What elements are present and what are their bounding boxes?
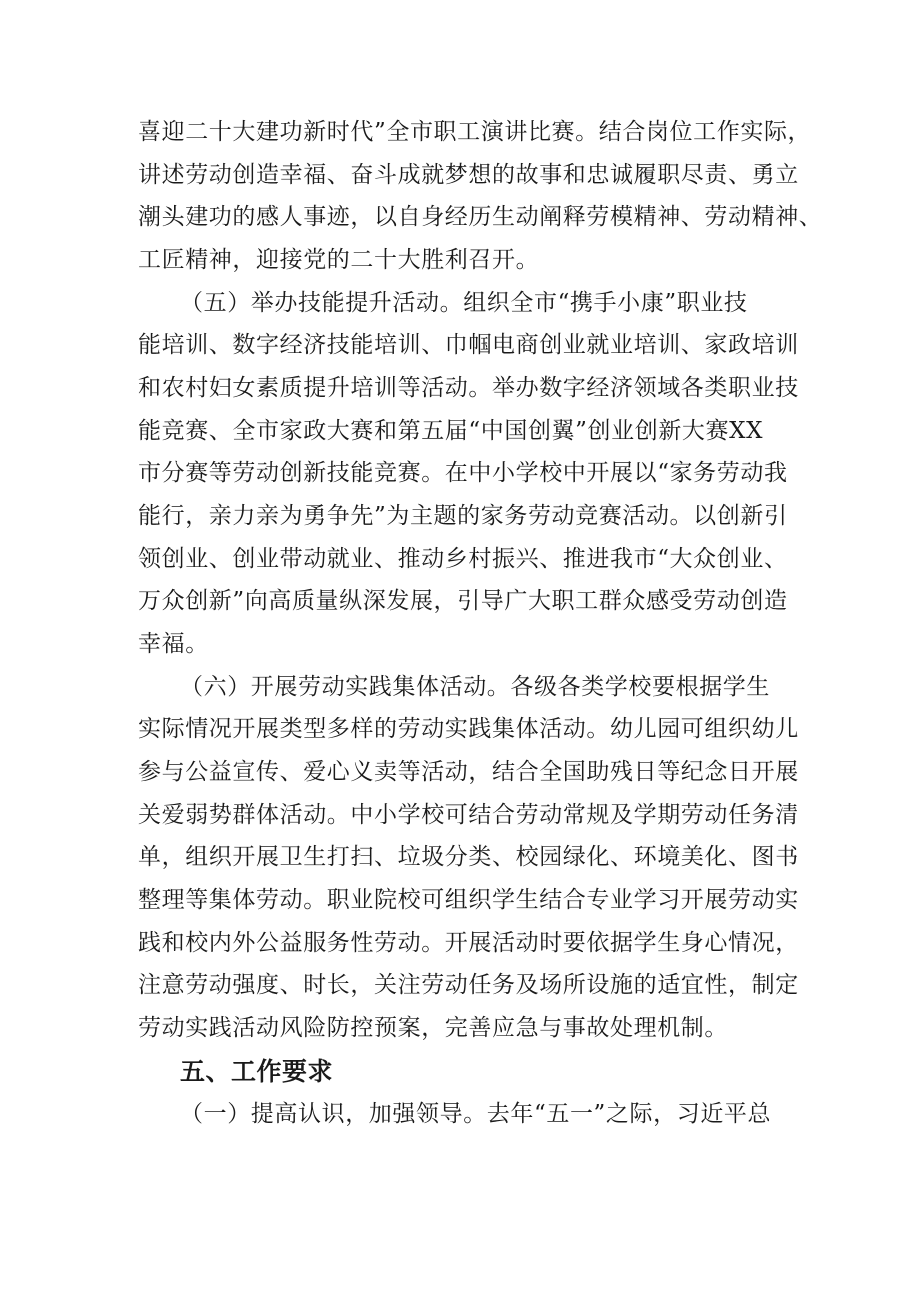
text-line: 喜迎二十大建功新时代”全市职工演讲比赛。结合岗位工作实际，: [138, 119, 812, 145]
text-line: 注意劳动强度、时长，关注劳动任务及场所设施的适宜性，制定: [138, 972, 799, 998]
text-line: 市分赛等劳动创新技能竞赛。在中小学校中开展以“家务劳动我: [138, 460, 788, 486]
text-line: （五）举办技能提升活动。组织全市“携手小康”职业技: [180, 290, 748, 316]
text-line: 整理等集体劳动。职业院校可组织学生结合专业学习开展劳动实: [138, 887, 799, 913]
text-line: 讲述劳动创造幸福、奋斗成就梦想的故事和忠诚履职尽责、勇立: [138, 162, 799, 188]
text-line: 潮头建功的感人事迹，以自身经历生动阐释劳模精神、劳动精神、: [138, 204, 823, 230]
text-line: 践和校内外公益服务性劳动。开展活动时要依据学生身心情况，: [138, 930, 799, 956]
text-line: 和农村妇女素质提升培训等活动。举办数字经济领域各类职业技: [138, 375, 799, 401]
text-line: 幸福。: [138, 631, 209, 657]
text-line: （六）开展劳动实践集体活动。各级各类学校要根据学生: [180, 674, 770, 700]
text-line: 能竞赛、全市家政大赛和第五届“中国创翼”创业创新大赛XX: [138, 418, 764, 444]
text-line: 领创业、创业带动就业、推动乡村振兴、推进我市“大众创业、: [138, 546, 788, 572]
section-heading: 五、工作要求: [180, 1057, 334, 1086]
text-line: 劳动实践活动风险防控预案，完善应急与事故处理机制。: [138, 1015, 728, 1041]
text-line: 能培训、数字经济技能培训、巾帼电商创业就业培训、家政培训: [138, 332, 799, 358]
text-line: 实际情况开展类型多样的劳动实践集体活动。幼儿园可组织幼儿: [138, 716, 799, 742]
text-line: 万众创新”向高质量纵深发展，引导广大职工群众感受劳动创造: [138, 588, 788, 614]
text-line: 工匠精神，迎接党的二十大胜利召开。: [138, 247, 540, 273]
text-line: 关爱弱势群体活动。中小学校可结合劳动常规及学期劳动任务清: [138, 802, 799, 828]
text-line: 能行，亲力亲为勇争先”为主题的家务劳动竞赛活动。以创新引: [138, 503, 788, 529]
text-line: 参与公益宣传、爱心义卖等活动，结合全国助残日等纪念日开展: [138, 759, 799, 785]
text-line: （一）提高认识，加强领导。去年“五一”之际，习近平总: [180, 1101, 772, 1127]
text-line: 单，组织开展卫生打扫、垃圾分类、校园绿化、环境美化、图书: [138, 844, 799, 870]
